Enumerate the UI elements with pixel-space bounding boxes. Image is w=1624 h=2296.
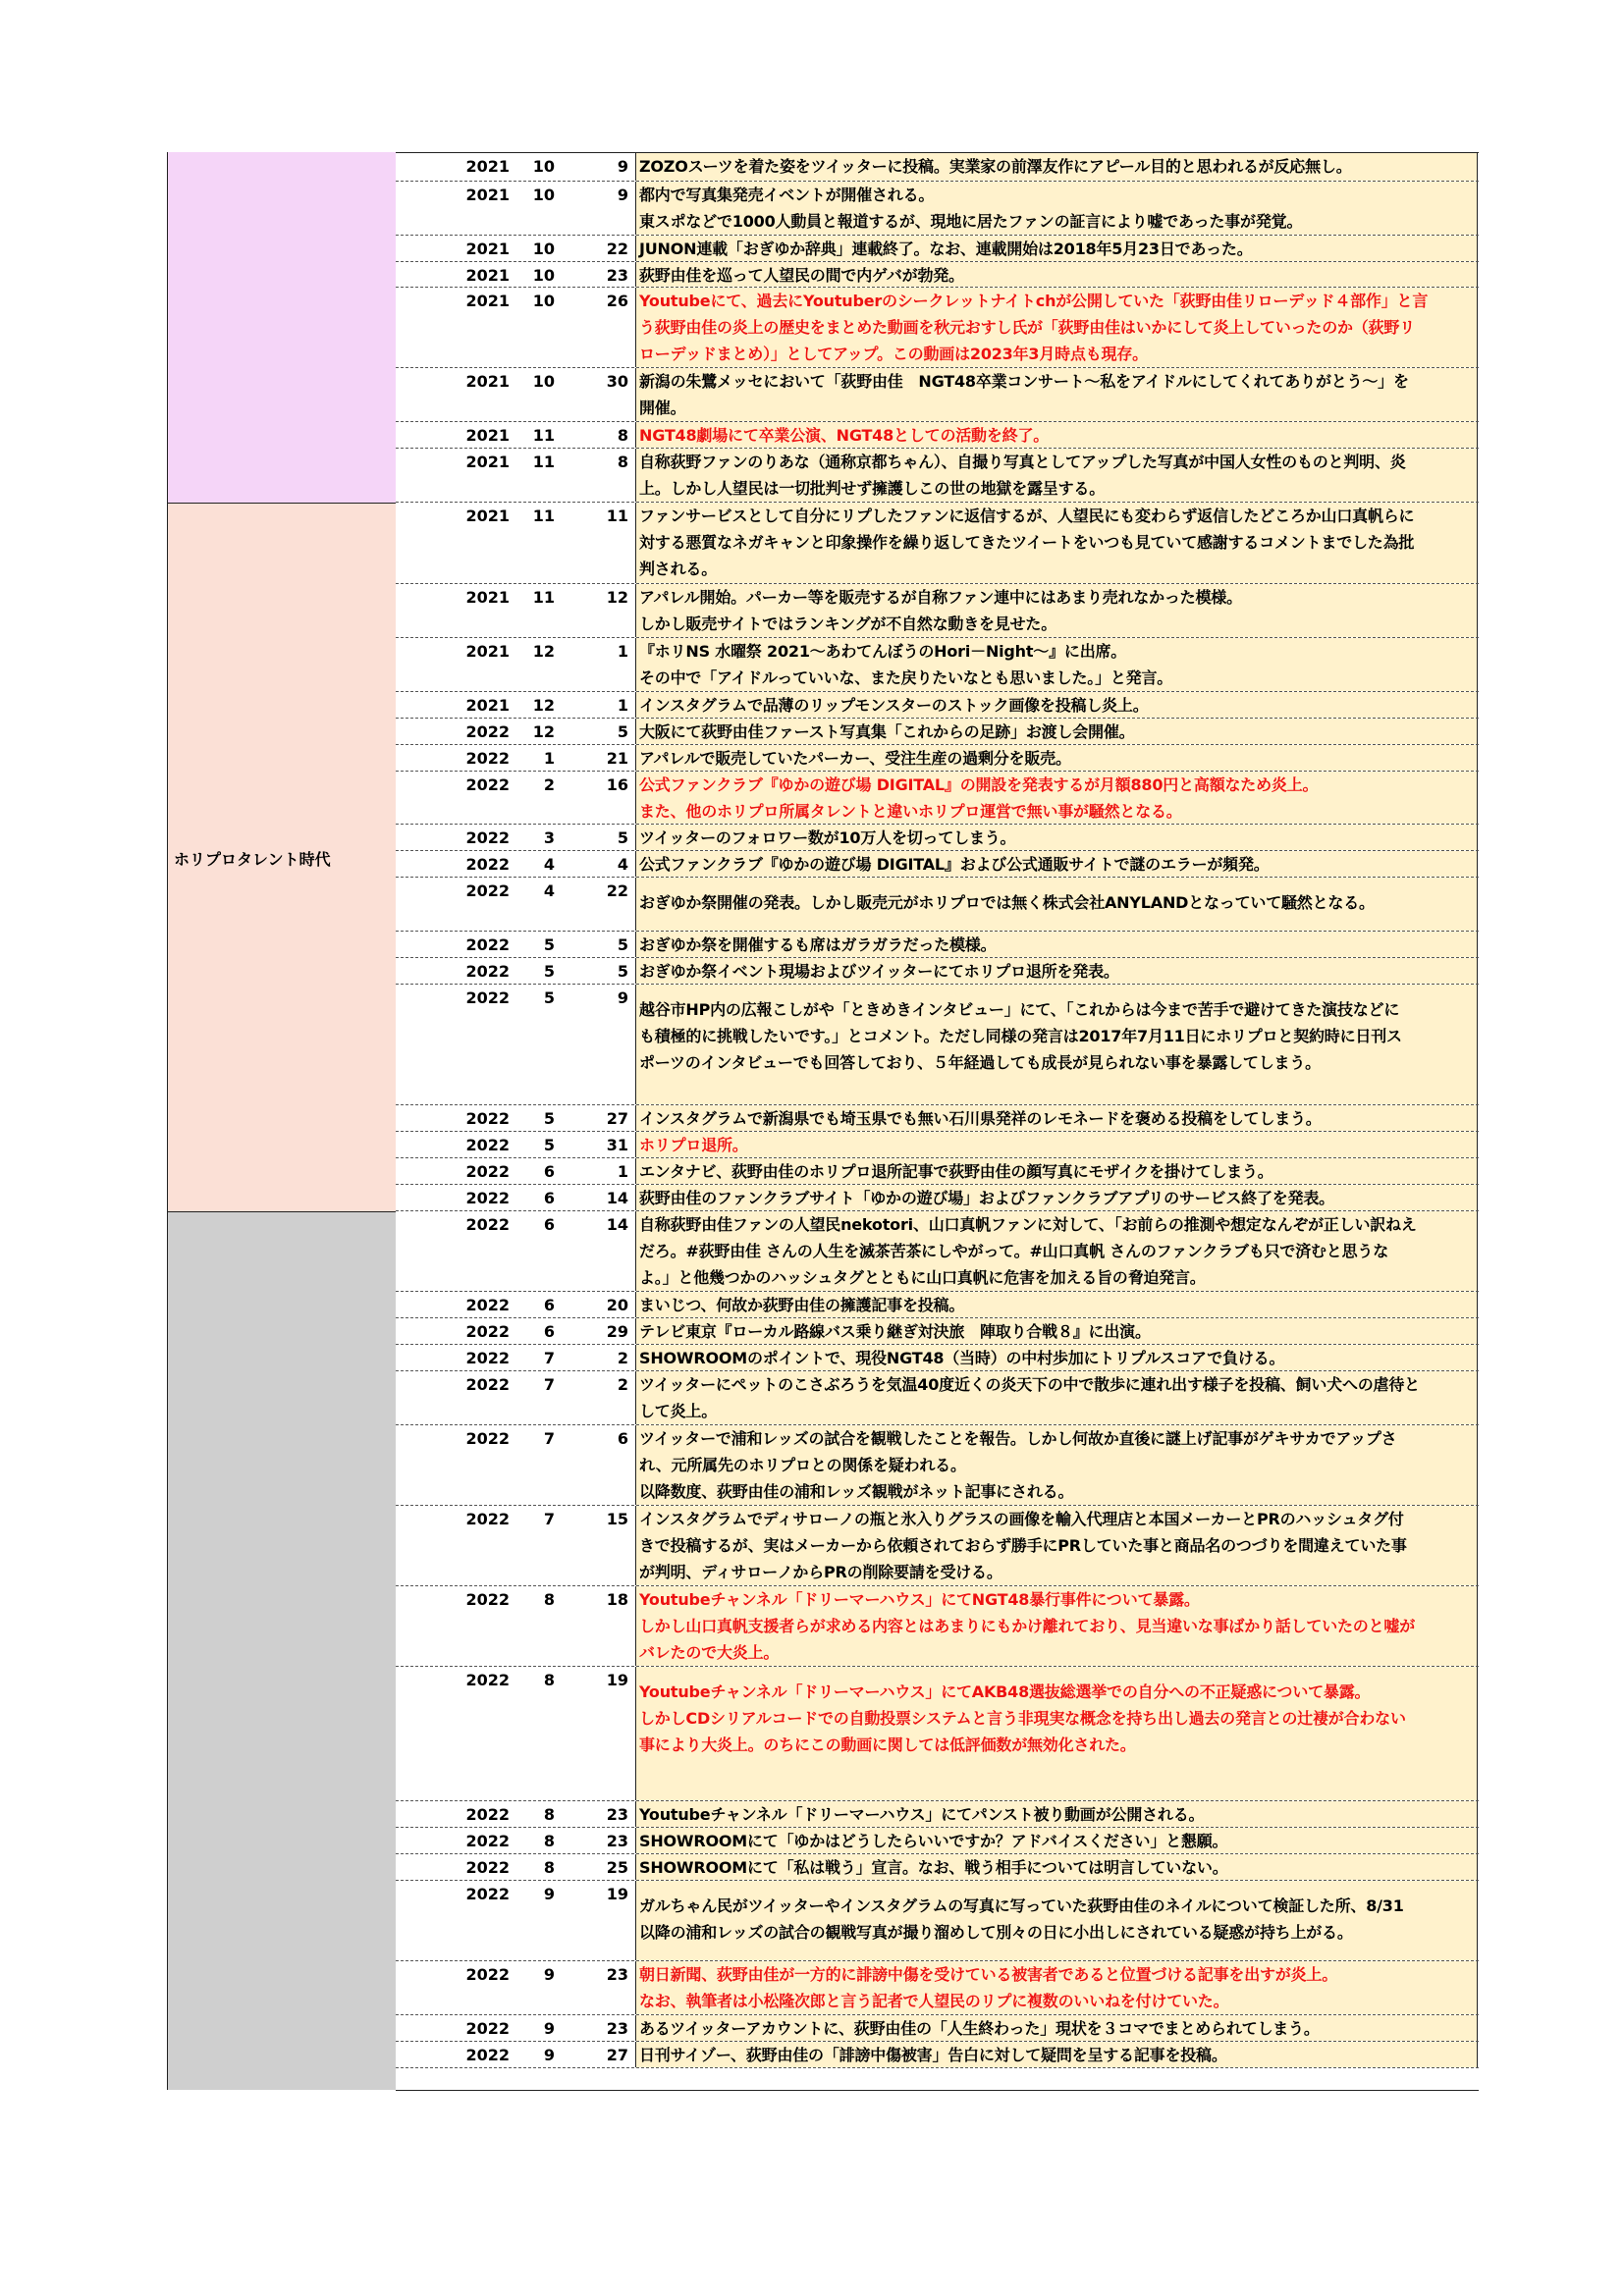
month-cell: 10 xyxy=(532,292,555,310)
day-cell: 5 xyxy=(617,935,628,954)
table-row xyxy=(396,878,1479,932)
event-text-cell xyxy=(635,1105,1478,1131)
day-cell: 31 xyxy=(606,1136,628,1154)
event-text-line: その中で「アイドルっていいな、また戻りたいなとも思いました。」と発言。 xyxy=(639,668,1173,687)
event-text-line: 東スポなどで1000人動員と報道するが、現地に居たファンの証言により嘘であった事が発覚。 xyxy=(639,212,1303,231)
event-text-line: 自称荻野ファンのりあな（通称京都ちゃん）、自撮り写真としてアップした写真が中国人女性のものと判明、炎 xyxy=(639,453,1406,471)
day-cell: 27 xyxy=(606,1109,628,1128)
table-row xyxy=(396,262,1479,288)
event-text-line: あるツイッターアカウントに、荻野由佳の「人生終わった」現状を３コマでまとめられてしまう。 xyxy=(639,2019,1320,2038)
month-cell: 7 xyxy=(543,1349,555,1367)
event-text-cell xyxy=(635,1132,1478,1157)
day-cell: 15 xyxy=(606,1510,628,1528)
day-cell: 14 xyxy=(606,1189,628,1207)
event-text-cell xyxy=(635,692,1478,718)
event-text-line: なお、執筆者は小松隆次郎と言う記者で人望民のリプに複数のいいねを付けていた。 xyxy=(639,1992,1229,2010)
event-text-line: ガルちゃん民がツイッターやインスタグラムの写真に写っていた荻野由佳のネイルについて検証した所、8/31 xyxy=(639,1896,1404,1915)
month-cell: 4 xyxy=(543,855,555,874)
table-row xyxy=(396,2015,1479,2042)
event-text-cell xyxy=(635,772,1478,824)
event-text-line: まいじつ、何故か荻野由佳の擁護記事を投稿。 xyxy=(639,1296,965,1314)
table-row xyxy=(396,1961,1479,2015)
year-cell: 2021 xyxy=(465,426,510,445)
event-text-line: 都内で写真集発売イベントが開催される。 xyxy=(639,186,935,204)
event-text-line: だろ。#荻野由佳 さんの人生を滅茶苦茶にしやがって。#山口真帆 さんのファンクラブも只で済むと思うな xyxy=(639,1242,1388,1260)
month-cell: 10 xyxy=(532,186,555,204)
year-cell: 2022 xyxy=(465,1375,510,1394)
event-text-cell xyxy=(635,825,1478,850)
year-cell: 2022 xyxy=(465,775,510,794)
month-cell: 1 xyxy=(543,749,555,768)
event-text-line: 荻野由佳のファンクラブサイト「ゆかの遊び場」およびファンクラブアプリのサービス終了を発表。 xyxy=(639,1189,1334,1207)
table-row xyxy=(396,958,1479,985)
table-row xyxy=(396,449,1479,503)
event-text-line: 朝日新聞、荻野由佳が一方的に誹謗中傷を受けている被害者であると位置づける記事を出すが炎上。 xyxy=(639,1965,1338,1984)
day-cell: 19 xyxy=(606,1671,628,1689)
table-row xyxy=(396,584,1479,638)
day-cell: 12 xyxy=(606,588,628,607)
event-text-line: JUNON連載「おぎゆか辞典」連載終了。なお、連載開始は2018年5月23日であった。 xyxy=(639,240,1253,258)
table-row xyxy=(396,719,1479,745)
table-row xyxy=(396,1854,1479,1881)
day-cell: 11 xyxy=(606,507,628,525)
event-text-cell xyxy=(635,288,1478,367)
event-text-line: ツイッターのフォロワー数が10万人を切ってしまう。 xyxy=(639,828,1016,847)
year-cell: 2022 xyxy=(465,881,510,900)
event-text-line: おぎゆか祭を開催するも席はガラガラだった模様。 xyxy=(639,935,997,954)
month-cell: 12 xyxy=(532,696,555,715)
event-text-line: 公式ファンクラブ『ゆかの遊び場 DIGITAL』の開設を発表するが月額880円と高額なため炎上。 xyxy=(639,775,1319,794)
day-cell: 25 xyxy=(606,1858,628,1877)
day-cell: 14 xyxy=(606,1215,628,1234)
month-cell: 3 xyxy=(543,828,555,847)
event-text-cell xyxy=(635,1425,1478,1505)
event-text-line: エンタナビ、荻野由佳のホリプロ退所記事で荻野由佳の顔写真にモザイクを掛けてしまう。 xyxy=(639,1162,1273,1181)
year-cell: 2022 xyxy=(465,2019,510,2038)
year-cell: 2022 xyxy=(465,1429,510,1448)
table-row xyxy=(396,932,1479,958)
table-row xyxy=(396,1667,1479,1801)
month-cell: 4 xyxy=(543,881,555,900)
event-text-cell xyxy=(635,958,1478,984)
table-row xyxy=(396,1345,1479,1371)
event-text-cell xyxy=(635,503,1478,583)
event-text-line: も積極的に挑戦したいです。」とコメント。ただし同様の発言は2017年7月11日にホリプロと契約時に日刊ス xyxy=(639,1027,1402,1045)
table-row xyxy=(396,1828,1479,1854)
month-cell: 6 xyxy=(543,1162,555,1181)
year-cell: 2022 xyxy=(465,828,510,847)
event-text-line: バレたので大炎上。 xyxy=(639,1643,780,1662)
table-row xyxy=(396,368,1479,422)
event-text-line: 新潟の朱鷺メッセにおいて「荻野由佳 NGT48卒業コンサート～私をアイドルにしてくれてありがとう～」を xyxy=(639,372,1409,391)
day-cell: 23 xyxy=(606,1805,628,1824)
day-cell: 9 xyxy=(617,157,628,176)
event-text-cell xyxy=(635,449,1478,502)
table-row xyxy=(396,288,1479,368)
event-text-cell xyxy=(635,745,1478,771)
event-text-line: NGT48劇場にて卒業公演、NGT48としての活動を終了。 xyxy=(639,426,1050,445)
month-cell: 11 xyxy=(532,426,555,445)
event-text-line: Youtubeチャンネル「ドリーマーハウス」にてパンスト被り動画が公開される。 xyxy=(639,1805,1205,1824)
month-cell: 5 xyxy=(543,962,555,981)
event-text-line: ZOZOスーツを着た姿をツイッターに投稿。実業家の前澤友作にアピール目的と思われるが反応無し。 xyxy=(639,157,1352,176)
event-text-cell xyxy=(635,2042,1478,2067)
month-cell: 5 xyxy=(543,988,555,1007)
table-row xyxy=(396,745,1479,772)
event-text-line: ホリプロ退所。 xyxy=(639,1136,748,1154)
year-cell: 2022 xyxy=(465,1590,510,1609)
table-row xyxy=(396,1425,1479,1506)
event-text-line: おぎゆか祭イベント現場およびツイッターにてホリプロ退所を発表。 xyxy=(639,962,1119,981)
table-row xyxy=(396,692,1479,719)
day-cell: 8 xyxy=(617,426,628,445)
month-cell: 10 xyxy=(532,372,555,391)
event-text-cell xyxy=(635,1881,1478,1960)
event-text-line: インスタグラムでディサローノの瓶と氷入りグラスの画像を輸入代理店と本国メーカーとPRのハッシュタグ付 xyxy=(639,1510,1404,1528)
event-text-cell xyxy=(635,182,1478,235)
event-text-line: しかし販売サイトではランキングが不自然な動きを見せた。 xyxy=(639,614,1057,633)
year-cell: 2021 xyxy=(465,292,510,310)
day-cell: 27 xyxy=(606,2046,628,2064)
month-cell: 6 xyxy=(543,1215,555,1234)
month-cell: 8 xyxy=(543,1590,555,1609)
event-text-line: しかしCDシリアルコードでの自動投票システムと言う非現実な概念を持ち出し過去の発言との辻褄が合わない xyxy=(639,1709,1406,1728)
table-row xyxy=(396,772,1479,825)
table-row xyxy=(396,1211,1479,1292)
day-cell: 4 xyxy=(617,855,628,874)
event-text-cell xyxy=(635,584,1478,637)
event-text-line: 大阪にて荻野由佳ファースト写真集「これからの足跡」お渡し会開催。 xyxy=(639,722,1135,741)
year-cell: 2022 xyxy=(465,2046,510,2064)
day-cell: 1 xyxy=(617,696,628,715)
year-cell: 2022 xyxy=(465,722,510,741)
event-text-line: 公式ファンクラブ『ゆかの遊び場 DIGITAL』および公式通販サイトで謎のエラーが頻発。 xyxy=(639,855,1270,874)
month-cell: 8 xyxy=(543,1805,555,1824)
month-cell: 11 xyxy=(532,507,555,525)
month-cell: 11 xyxy=(532,453,555,471)
month-cell: 6 xyxy=(543,1296,555,1314)
era-block xyxy=(167,152,396,503)
event-text-line: 以降数度、荻野由佳の浦和レッズ観戦がネット記事にされる。 xyxy=(639,1482,1074,1501)
event-text-line: テレビ東京『ローカル路線バス乗り継ぎ対決旅 陣取り合戦８』に出演。 xyxy=(639,1322,1151,1341)
table-row xyxy=(396,825,1479,851)
table-row xyxy=(396,236,1479,262)
event-text-line: 日刊サイゾー、荻野由佳の「誹謗中傷被害」告白に対して疑問を呈する記事を投稿。 xyxy=(639,2046,1227,2064)
event-text-cell xyxy=(635,638,1478,691)
month-cell: 12 xyxy=(532,722,555,741)
day-cell: 1 xyxy=(617,642,628,661)
event-text-cell xyxy=(635,1801,1478,1827)
event-text-cell xyxy=(635,985,1478,1104)
year-cell: 2022 xyxy=(465,1109,510,1128)
table-row xyxy=(396,1506,1479,1586)
day-cell: 8 xyxy=(617,453,628,471)
table-row xyxy=(396,182,1479,236)
year-cell: 2022 xyxy=(465,749,510,768)
event-text-cell xyxy=(635,422,1478,448)
event-text-line: 事により大炎上。のちにこの動画に関しては低評価数が無効化された。 xyxy=(639,1735,1136,1754)
month-cell: 11 xyxy=(532,588,555,607)
event-text-line: ファンサービスとして自分にリプしたファンに返信するが、人望民にも変わらず返信したどころか山口真帆らに xyxy=(639,507,1415,525)
day-cell: 23 xyxy=(606,1832,628,1850)
month-cell: 7 xyxy=(543,1510,555,1528)
day-cell: 23 xyxy=(606,1965,628,1984)
day-cell: 23 xyxy=(606,266,628,285)
year-cell: 2021 xyxy=(465,372,510,391)
table-row xyxy=(396,422,1479,449)
year-cell: 2021 xyxy=(465,157,510,176)
year-cell: 2022 xyxy=(465,1189,510,1207)
day-cell: 18 xyxy=(606,1590,628,1609)
table-bottom-border xyxy=(396,2090,1479,2091)
month-cell: 12 xyxy=(532,642,555,661)
day-cell: 1 xyxy=(617,1162,628,1181)
event-text-line: きで投稿するが、実はメーカーから依頼されておらず勝手にPRしていた事と商品名のつづりを間違えていた事 xyxy=(639,1536,1407,1555)
event-text-cell xyxy=(635,262,1478,287)
year-cell: 2022 xyxy=(465,1885,510,1903)
event-text-line: また、他のホリプロ所属タレントと違いホリプロ運営で無い事が騒然となる。 xyxy=(639,802,1182,821)
month-cell: 9 xyxy=(543,2046,555,2064)
event-text-line: 『ホリNS 水曜祭 2021～あわてんぼうのHori－Night～』に出席。 xyxy=(639,642,1127,661)
event-text-cell xyxy=(635,719,1478,744)
event-text-line: 越谷市HP内の広報こしがや「ときめきインタビュー」にて、「これからは今まで苦手で避けてきた演技などに xyxy=(639,1000,1400,1019)
day-cell: 22 xyxy=(606,240,628,258)
day-cell: 29 xyxy=(606,1322,628,1341)
year-cell: 2022 xyxy=(465,1349,510,1367)
month-cell: 7 xyxy=(543,1375,555,1394)
year-cell: 2022 xyxy=(465,1136,510,1154)
year-cell: 2022 xyxy=(465,1832,510,1850)
event-text-line: ツイッターにペットのこさぶろうを気温40度近くの炎天下の中で散歩に連れ出す様子を投稿、飼い犬への虐待と xyxy=(639,1375,1420,1394)
table-row xyxy=(396,503,1479,584)
event-text-line: しかし山口真帆支援者らが求める内容とはあまりにもかけ離れており、見当違いな事ばかり話していたのと嘘が xyxy=(639,1617,1416,1635)
event-text-cell xyxy=(635,932,1478,957)
year-cell: 2022 xyxy=(465,1858,510,1877)
event-text-line: 上。しかし人望民は一切批判せず擁護しこの世の地獄を露呈する。 xyxy=(639,479,1106,498)
day-cell: 30 xyxy=(606,372,628,391)
day-cell: 5 xyxy=(617,962,628,981)
table-row xyxy=(396,1371,1479,1425)
event-text-cell xyxy=(635,878,1478,931)
event-text-line: れ、元所属先のホリプロとの関係を疑われる。 xyxy=(639,1456,966,1474)
era-block xyxy=(167,1211,396,2090)
table-row xyxy=(396,2042,1479,2068)
event-text-line: Youtubeチャンネル「ドリーマーハウス」にてNGT48暴行事件について暴露。 xyxy=(639,1590,1200,1609)
year-cell: 2022 xyxy=(465,1215,510,1234)
year-cell: 2021 xyxy=(465,186,510,204)
year-cell: 2022 xyxy=(465,855,510,874)
table-row xyxy=(396,1185,1479,1211)
event-text-line: 対する悪質なネガキャンと印象操作を繰り返してきたツイートをいつも見ていて感謝するコメントまでした為批 xyxy=(639,533,1415,552)
event-text-cell xyxy=(635,1586,1478,1666)
month-cell: 5 xyxy=(543,1136,555,1154)
table-row xyxy=(396,1318,1479,1345)
event-text-line: アパレル開始。パーカー等を販売するが自称ファン連中にはあまり売れなかった模様。 xyxy=(639,588,1242,607)
year-cell: 2021 xyxy=(465,507,510,525)
table-row xyxy=(396,1132,1479,1158)
table-row xyxy=(396,985,1479,1105)
event-text-cell xyxy=(635,1211,1478,1291)
event-text-cell xyxy=(635,1345,1478,1370)
month-cell: 10 xyxy=(532,240,555,258)
year-cell: 2021 xyxy=(465,453,510,471)
day-cell: 19 xyxy=(606,1885,628,1903)
event-text-cell xyxy=(635,1854,1478,1880)
month-cell: 6 xyxy=(543,1189,555,1207)
event-text-line: Youtubeにて、過去にYoutuberのシークレットナイトchが公開していた「荻野由佳リローデッド４部作」と言 xyxy=(639,292,1429,310)
event-text-line: ツイッターで浦和レッズの試合を観戦したことを報告。しかし何故か直後に謎上げ記事がゲキサカでアップさ xyxy=(639,1429,1397,1448)
era-block xyxy=(167,503,396,1211)
table-row xyxy=(396,152,1479,182)
event-text-cell xyxy=(635,1961,1478,2014)
year-cell: 2022 xyxy=(465,1296,510,1314)
table-row xyxy=(396,851,1479,878)
event-text-cell xyxy=(635,1506,1478,1585)
event-text-line: アパレルで販売していたパーカー、受注生産の過剰分を販売。 xyxy=(639,749,1071,768)
table-row xyxy=(396,1105,1479,1132)
event-text-line: う荻野由佳の炎上の歴史をまとめた動画を秋元おすし氏が「荻野由佳はいかにして炎上していったのか（荻野リ xyxy=(639,318,1416,337)
table-row xyxy=(396,638,1479,692)
month-cell: 8 xyxy=(543,1671,555,1689)
event-text-line: 荻野由佳を巡って人望民の間で内ゲバが勃発。 xyxy=(639,266,964,285)
event-text-line: ローデッドまとめ）」としてアップ。この動画は2023年3月時点も現存。 xyxy=(639,345,1148,363)
day-cell: 9 xyxy=(617,186,628,204)
day-cell: 5 xyxy=(617,722,628,741)
event-text-line: が判明、ディサローノからPRの削除要請を受ける。 xyxy=(639,1563,1002,1581)
event-text-cell xyxy=(635,1292,1478,1317)
month-cell: 8 xyxy=(543,1858,555,1877)
day-cell: 9 xyxy=(617,988,628,1007)
day-cell: 2 xyxy=(617,1349,628,1367)
day-cell: 23 xyxy=(606,2019,628,2038)
month-cell: 7 xyxy=(543,1429,555,1448)
day-cell: 22 xyxy=(606,881,628,900)
table-row xyxy=(396,1801,1479,1828)
year-cell: 2022 xyxy=(465,1965,510,1984)
event-text-cell xyxy=(635,851,1478,877)
year-cell: 2022 xyxy=(465,1805,510,1824)
day-cell: 26 xyxy=(606,292,628,310)
month-cell: 8 xyxy=(543,1832,555,1850)
year-cell: 2021 xyxy=(465,696,510,715)
event-text-cell xyxy=(635,236,1478,261)
year-cell: 2022 xyxy=(465,1671,510,1689)
event-text-line: 以降の浦和レッズの試合の観戦写真が撮り溜めして別々の日に小出しにされている疑惑が持ち上がる。 xyxy=(639,1923,1353,1942)
year-cell: 2022 xyxy=(465,1510,510,1528)
month-cell: 10 xyxy=(532,266,555,285)
year-cell: 2021 xyxy=(465,642,510,661)
day-cell: 20 xyxy=(606,1296,628,1314)
year-cell: 2021 xyxy=(465,588,510,607)
month-cell: 6 xyxy=(543,1322,555,1341)
event-text-line: SHOWROOMにて「私は戦う」宣言。なお、戦う相手については明言していない。 xyxy=(639,1858,1228,1877)
event-text-cell xyxy=(635,1828,1478,1853)
event-text-line: 開催。 xyxy=(639,399,686,417)
event-text-line: ポーツのインタビューでも回答しており、５年経過しても成長が見られない事を暴露してしまう。 xyxy=(639,1053,1321,1072)
day-cell: 16 xyxy=(606,775,628,794)
event-text-cell xyxy=(635,1371,1478,1424)
year-cell: 2021 xyxy=(465,240,510,258)
era-label: ホリプロタレント時代 xyxy=(174,850,331,869)
year-cell: 2022 xyxy=(465,1162,510,1181)
month-cell: 9 xyxy=(543,1965,555,1984)
month-cell: 5 xyxy=(543,1109,555,1128)
month-cell: 2 xyxy=(543,775,555,794)
event-text-line: インスタグラムで品薄のリップモンスターのストック画像を投稿し炎上。 xyxy=(639,696,1149,715)
table-row xyxy=(396,1292,1479,1318)
table-row xyxy=(396,1881,1479,1961)
month-cell: 9 xyxy=(543,2019,555,2038)
month-cell: 10 xyxy=(532,157,555,176)
day-cell: 6 xyxy=(617,1429,628,1448)
year-cell: 2022 xyxy=(465,935,510,954)
event-text-cell xyxy=(635,1318,1478,1344)
event-text-line: 自称荻野由佳ファンの人望民nekotori、山口真帆ファンに対して、「お前らの推測や想定なんぞが正しい訳ねえ xyxy=(639,1215,1417,1234)
table-row xyxy=(396,1158,1479,1185)
day-cell: 2 xyxy=(617,1375,628,1394)
year-cell: 2022 xyxy=(465,988,510,1007)
event-text-cell xyxy=(635,1185,1478,1210)
year-cell: 2021 xyxy=(465,266,510,285)
event-text-cell xyxy=(635,368,1478,421)
event-text-line: して炎上。 xyxy=(639,1402,718,1420)
event-text-cell xyxy=(635,153,1478,181)
event-text-cell xyxy=(635,1667,1478,1800)
event-text-line: インスタグラムで新潟県でも埼玉県でも無い石川県発祥のレモネードを褒める投稿をしてしまう。 xyxy=(639,1109,1322,1128)
table-row xyxy=(396,1586,1479,1667)
event-text-line: SHOWROOMのポイントで、現役NGT48（当時）の中村歩加にトリプルスコアで負ける。 xyxy=(639,1349,1285,1367)
event-text-line: 判される。 xyxy=(639,560,718,578)
month-cell: 5 xyxy=(543,935,555,954)
day-cell: 5 xyxy=(617,828,628,847)
event-text-cell xyxy=(635,1158,1478,1184)
event-text-line: おぎゆか祭開催の発表。しかし販売元がホリプロでは無く株式会社ANYLANDとなっていて騒然となる。 xyxy=(639,893,1375,912)
month-cell: 9 xyxy=(543,1885,555,1903)
event-text-line: Youtubeチャンネル「ドリーマーハウス」にてAKB48選抜総選挙での自分への不正疑惑について暴露。 xyxy=(639,1682,1371,1701)
event-text-line: SHOWROOMにて「ゆかはどうしたらいいですか？アドバイスください」と懇願。 xyxy=(639,1832,1228,1850)
event-text-cell xyxy=(635,2015,1478,2041)
day-cell: 21 xyxy=(606,749,628,768)
event-text-line: よ。」と他幾つかのハッシュタグとともに山口真帆に危害を加える旨の脅迫発言。 xyxy=(639,1268,1206,1287)
year-cell: 2022 xyxy=(465,1322,510,1341)
year-cell: 2022 xyxy=(465,962,510,981)
